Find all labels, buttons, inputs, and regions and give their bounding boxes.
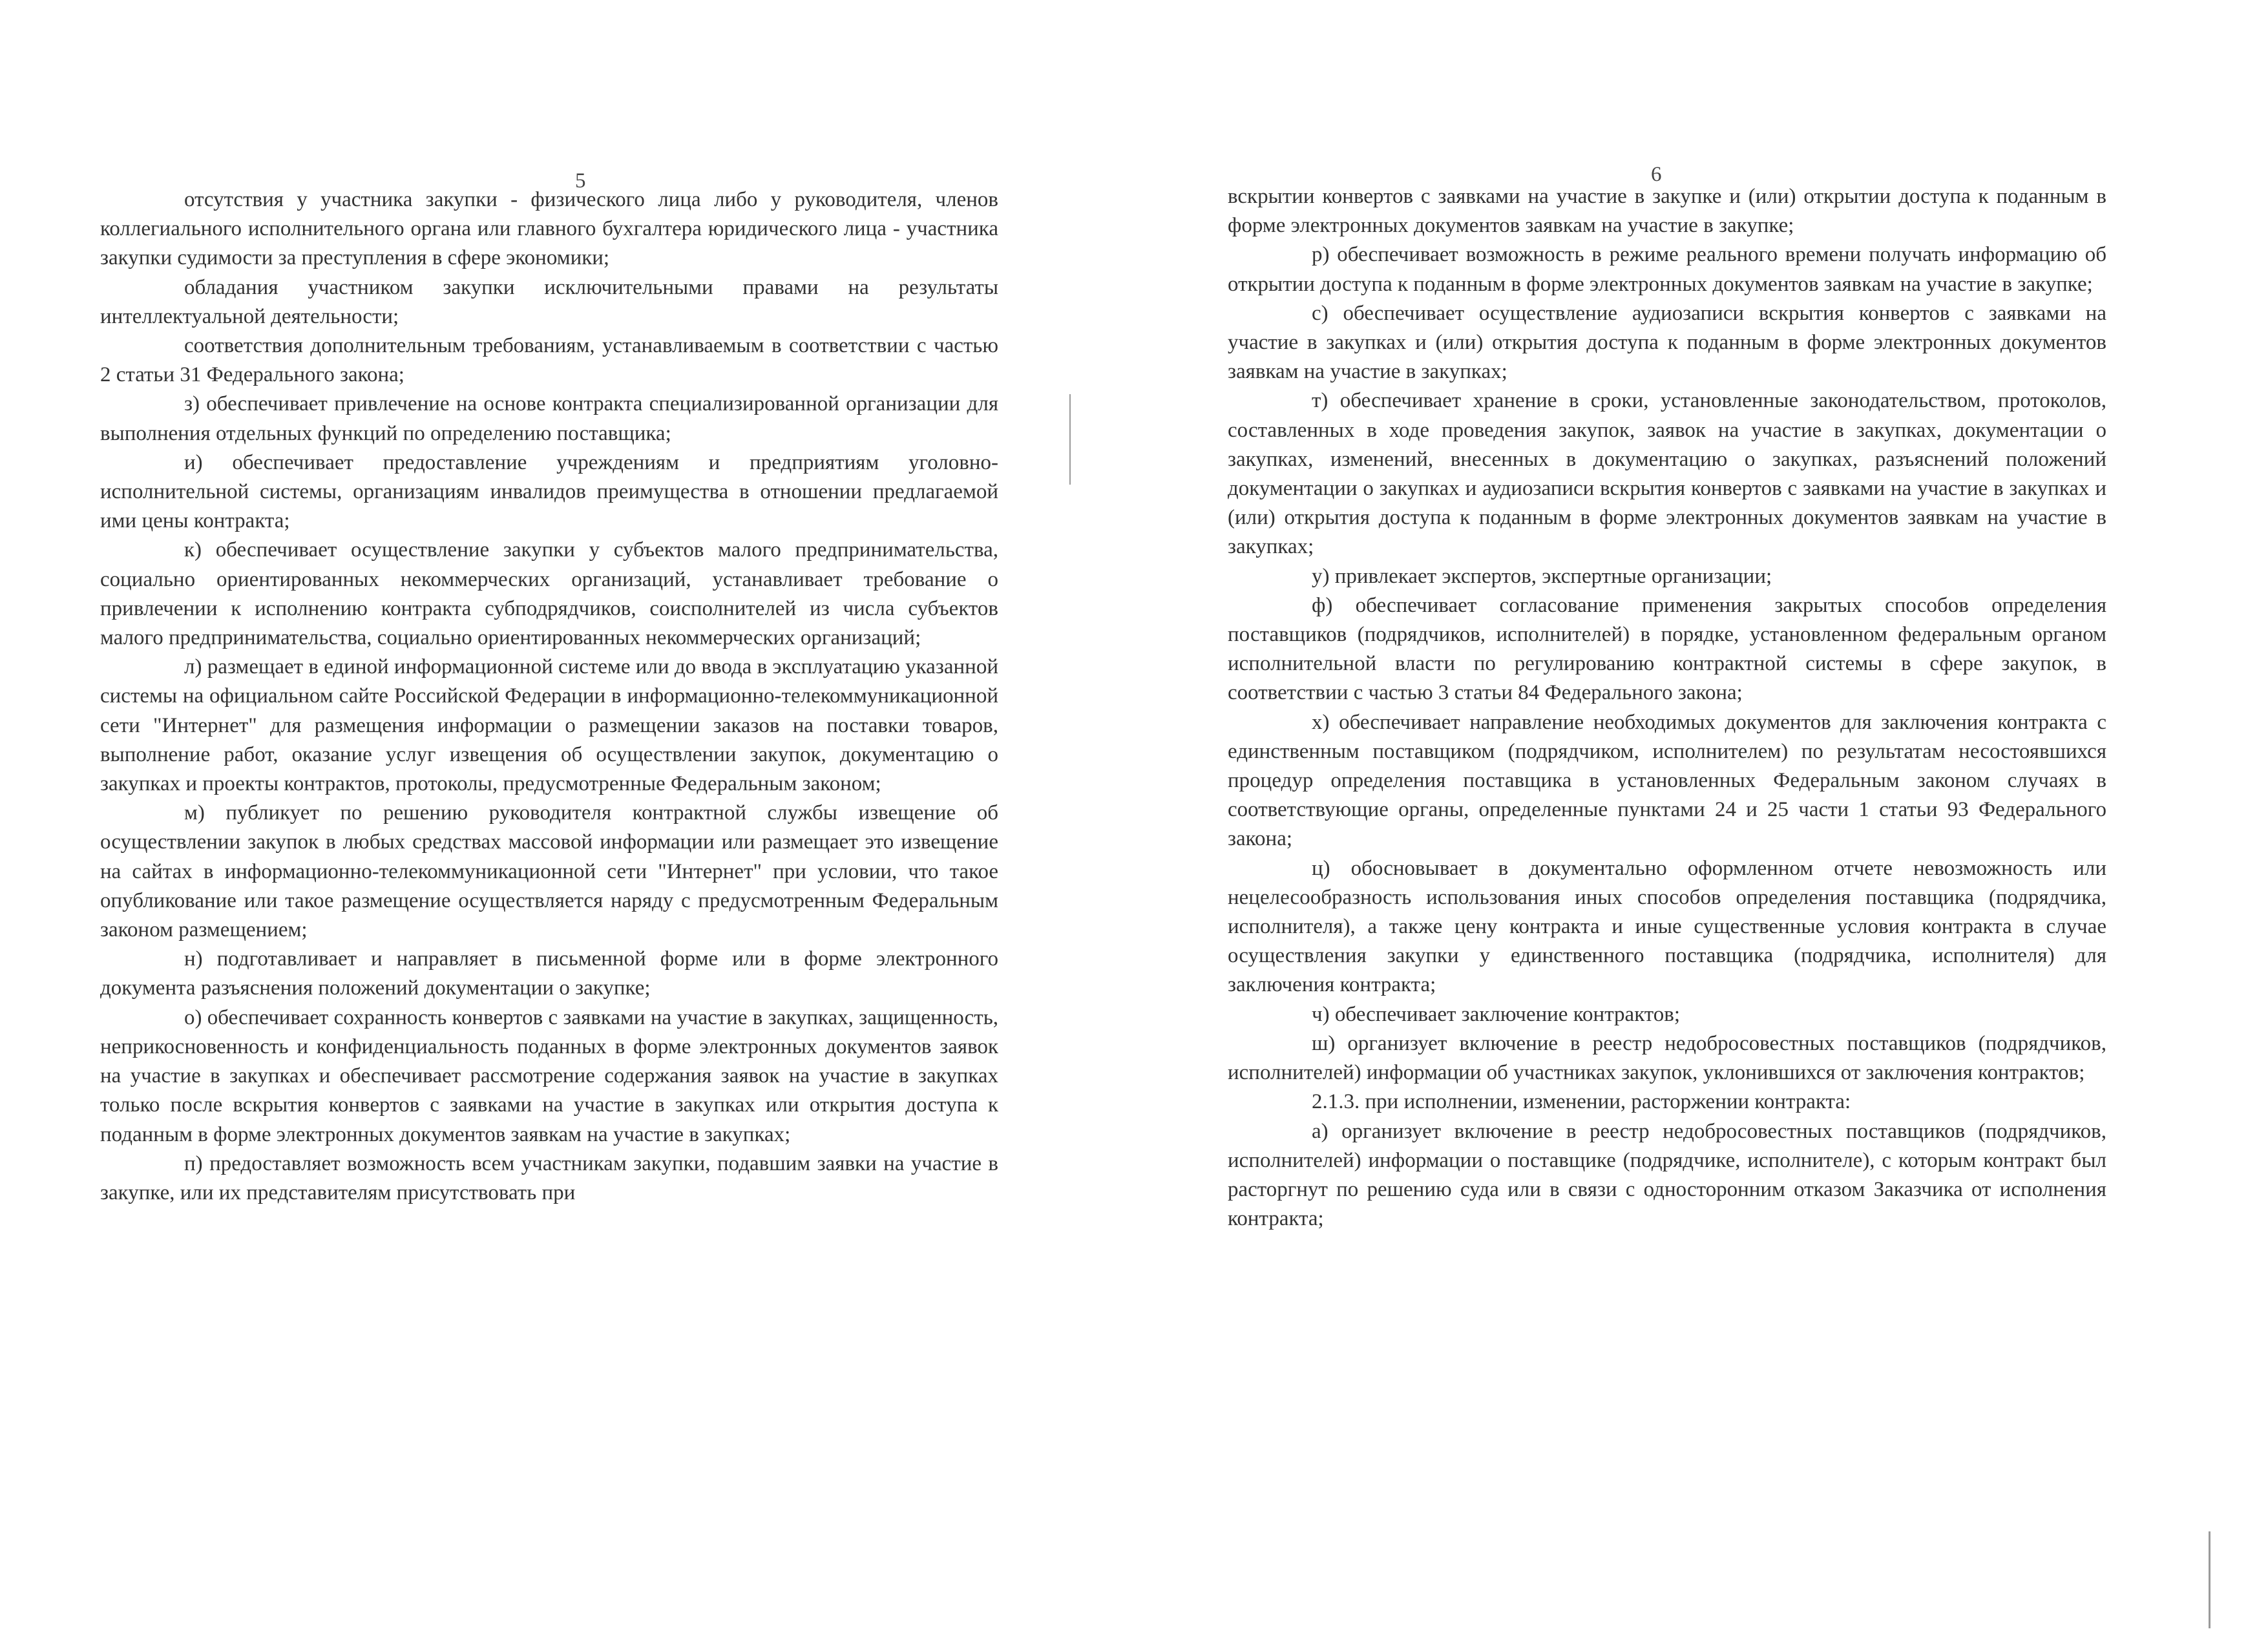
page-right <box>1228 182 2106 1234</box>
paragraph: р) обеспечивает возможность в режиме реального времени получать информацию об открытии доступа к поданным в форме электронных документов заявкам на участие в закупке; <box>1228 243 2106 296</box>
paragraph: вскрытии конвертов с заявками на участие в закупке и (или) открытии доступа к поданным в форме электронных документов заявкам на участие в закупке; <box>1228 185 2106 238</box>
paragraph: а) организует включение в реестр недобросовестных поставщиков (подрядчиков, исполнителей) информации о поставщике (подрядчике, исполнителе), с которым контракт был расторгнут по решению суда или в связи с односторонним отказом Заказчика от исполнения контракта; <box>1228 1119 2106 1231</box>
paragraph: соответствия дополнительным требованиям, устанавливаемым в соответствии с частью 2 статьи 31 Федерального закона; <box>100 334 998 387</box>
paragraph: х) обеспечивает направление необходимых документов для заключения контракта с единственным поставщиком (подрядчиком, исполнителем) по результатам несостоявшихся процедур определения поставщика в установленных Федеральным законом случаях в соответствующие органы, определенные пунктами 24 и 25 части 1 статьи 93 Федерального закона; <box>1228 710 2106 851</box>
paragraph: о) обеспечивает сохранность конвертов с заявками на участие в закупках, защищенность, неприкосновенность и конфиденциальность поданных в форме электронных документов заявок на участие в закупках и обеспечивает рассмотрение содержания заявок на участие в закупках только после вскрытия конвертов с заявками на участие в закупках или открытия доступа к поданным в форме электронных документов заявкам на участие в закупках; <box>100 1005 998 1146</box>
paragraph: к) обеспечивает осуществление закупки у субъектов малого предпринимательства, социально ориентированных некоммерческих организаций, устанавливает требование о привлечении к исполнению контракта субподрядчиков, соисполнителей из числа субъектов малого предпринимательства, социально ориентированных некоммерческих организаций; <box>100 538 998 650</box>
page-number-left: 5 <box>575 169 586 193</box>
paragraph: п) предоставляет возможность всем участникам закупки, подавшим заявки на участие в закупке, или их представителям присутствовать при <box>100 1151 998 1204</box>
paragraph: с) обеспечивает осуществление аудиозаписи вскрытия конвертов с заявками на участие в закупках и (или) открытия доступа к поданным в форме электронных документов заявкам на участие в закупках; <box>1228 301 2106 384</box>
paragraph: у) привлекает экспертов, экспертные организации; <box>1312 564 1772 588</box>
paragraph: т) обеспечивает хранение в сроки, установленные законодательством, протоколов, составленных в ходе проведения закупок, заявок на участие в закупках, документации о закупках, изменений, внесенных в документацию о закупках, разъяснений положений документации о закупках и аудиозаписи вскрытия конвертов с заявками на участие в закупках и (или) открытия доступа к поданным в форме электронных документов заявкам на участие в закупках; <box>1228 389 2106 559</box>
paragraph: ц) обосновывает в документально оформленном отчете невозможность или нецелесообразность использования иных способов определения поставщика (подрядчика, исполнителя), а также цену контракта и иные существенные условия контракта в случае осуществления закупки у единственного поставщика (подрядчика, исполнителя) для заключения контракта; <box>1228 856 2106 997</box>
paragraph: з) обеспечивает привлечение на основе контракта специализированной организации для выполнения отдельных функций по определению поставщика; <box>100 392 998 445</box>
paragraph: и) обеспечивает предоставление учреждениям и предприятиям уголовно-исполнительной системы, организациям инвалидов преимущества в отношении предлагаемой ими цены контракта; <box>100 450 998 533</box>
page-left <box>100 165 998 1208</box>
paragraph: обладания участником закупки исключительными правами на результаты интеллектуальной деятельности; <box>100 275 998 328</box>
paragraph: м) публикует по решению руководителя контрактной службы извещение об осуществлении закупок в любых средствах массовой информации или размещает это извещение на сайтах в информационно-телекоммуникационной сети "Интернет" при условии, что такое опубликование или такое размещение осуществляется наряду с предусмотренным Федеральным законом размещением; <box>100 801 998 942</box>
paragraph: ш) организует включение в реестр недобросовестных поставщиков (подрядчиков, исполнителей) информации об участниках закупок, уклонившихся от заключения контрактов; <box>1228 1031 2106 1085</box>
paragraph: ч) обеспечивает заключение контрактов; <box>1312 1002 1681 1026</box>
paragraph: 2.1.3. при исполнении, изменении, расторжении контракта: <box>1312 1090 1851 1114</box>
paragraph: отсутствия у участника закупки - физического лица либо у руководителя, членов коллегиального исполнительного органа или главного бухгалтера юридического лица - участника закупки судимости за преступления в сфере экономики; <box>100 188 998 270</box>
page-body-right <box>1228 182 2106 1234</box>
page-number-right: 6 <box>1651 163 1662 186</box>
paragraph: ф) обеспечивает согласование применения закрытых способов определения поставщиков (подрядчиков, исполнителей) в порядке, установленном федеральным органом исполнительной власти по регулированию контрактной системы в сфере закупок, в соответствии с частью 3 статьи 84 Федерального закона; <box>1228 593 2106 705</box>
paragraph: л) размещает в единой информационной системе или до ввода в эксплуатацию указанной системы на официальном сайте Российской Федерации в информационно-телекоммуникационной сети "Интернет" для размещения информации о размещении заказов на поставки товаров, выполнение работ, оказание услуг извещения об осуществлении закупок, документацию о закупках и проекты контрактов, протоколы, предусмотренные Федеральным законом; <box>100 655 998 796</box>
paragraph: н) подготавливает и направляет в письменной форме или в форме электронного документа разъяснения положений документации о закупке; <box>100 947 998 1000</box>
scan-artifact-line <box>1069 394 1071 485</box>
scan-artifact-line <box>2209 1531 2210 1628</box>
page-body-left <box>100 185 998 1208</box>
